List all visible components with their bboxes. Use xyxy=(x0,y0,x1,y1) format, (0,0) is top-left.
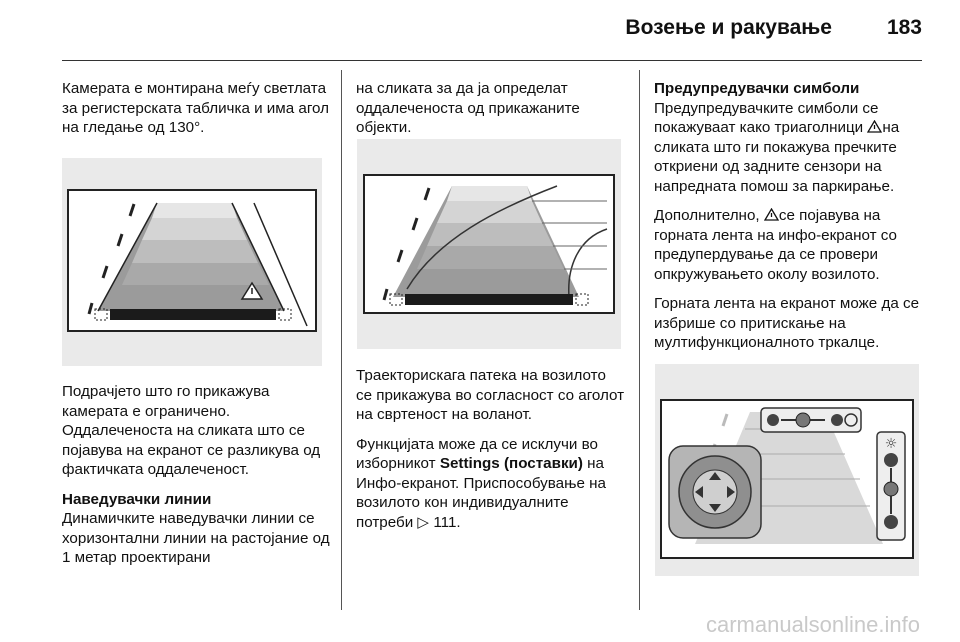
column-2-lower xyxy=(356,366,626,542)
camera-view-figure xyxy=(62,158,322,366)
page-number: 183 xyxy=(886,16,922,39)
column-3 xyxy=(654,79,922,392)
screen-settings-figure xyxy=(655,364,919,576)
warning-symbols-text: Предупредувачките симболи се покажуваат како триаголници на сликата што ги покажува пречките откриени од задните сензори на напредната помош за паркирање. xyxy=(654,99,900,195)
watermark: carmanualsonline.info xyxy=(705,612,920,637)
camera-limit-text: Подрачјето што го прикажува камерата е ограничено. Оддалеченоста на сликата што се појавува на екранот се разликува од фактичката оддалеченост. xyxy=(62,383,321,478)
trajectory-text: Траекторискага патека на возилото се прикажува во согласност со аголот на свртеност на воланот. xyxy=(356,367,625,423)
warning-topbar-text: Дополнително, се појавува на горната лента на инфо-екранот со предупердување да се провери опкружувањето околу возилото. xyxy=(654,207,897,283)
column-1 xyxy=(62,79,330,148)
column-divider xyxy=(341,70,342,610)
trajectory-figure xyxy=(357,139,621,349)
column-2 xyxy=(356,79,626,148)
warning-triangle-icon xyxy=(764,208,779,221)
settings-ref-text: Функцијата може да се исклучи во изборникот Settings (поставки) на Инфо-екранот. Приспособување на возилото кон индивидуалните потреби ▷ 111. xyxy=(356,435,606,531)
header-divider xyxy=(62,60,922,61)
warning-triangle-icon xyxy=(867,120,882,133)
topbar-clear-text: Горната лента на екранот може да се избрише со притискање на мултифункционалното тркалце. xyxy=(654,295,920,351)
svg-text:☼: ☼ xyxy=(884,436,898,452)
column-1-lower xyxy=(62,382,330,578)
guide-lines-heading: Наведувачки линии xyxy=(62,490,212,508)
warning-symbols-heading: Предупредувачки симболи xyxy=(654,80,860,97)
column-divider xyxy=(639,70,640,610)
settings-menu-label: Settings (поставки) xyxy=(439,455,583,472)
camera-intro-text: Камерата е монтирана меѓу светлата за регистерската табличка и има агол на гледање од 130°. xyxy=(62,80,330,136)
arrow-ref-icon: ▷ xyxy=(417,513,430,531)
guide-lines-cont-text: на сликата за да ја определат оддалеченоста од прикажаните објекти. xyxy=(356,80,580,136)
guide-lines-text: Динамичките наведувачки линии се хоризонтални линии на растојание од 1 метар проектирани xyxy=(62,510,330,566)
page-title: Возење и ракување xyxy=(625,16,832,39)
